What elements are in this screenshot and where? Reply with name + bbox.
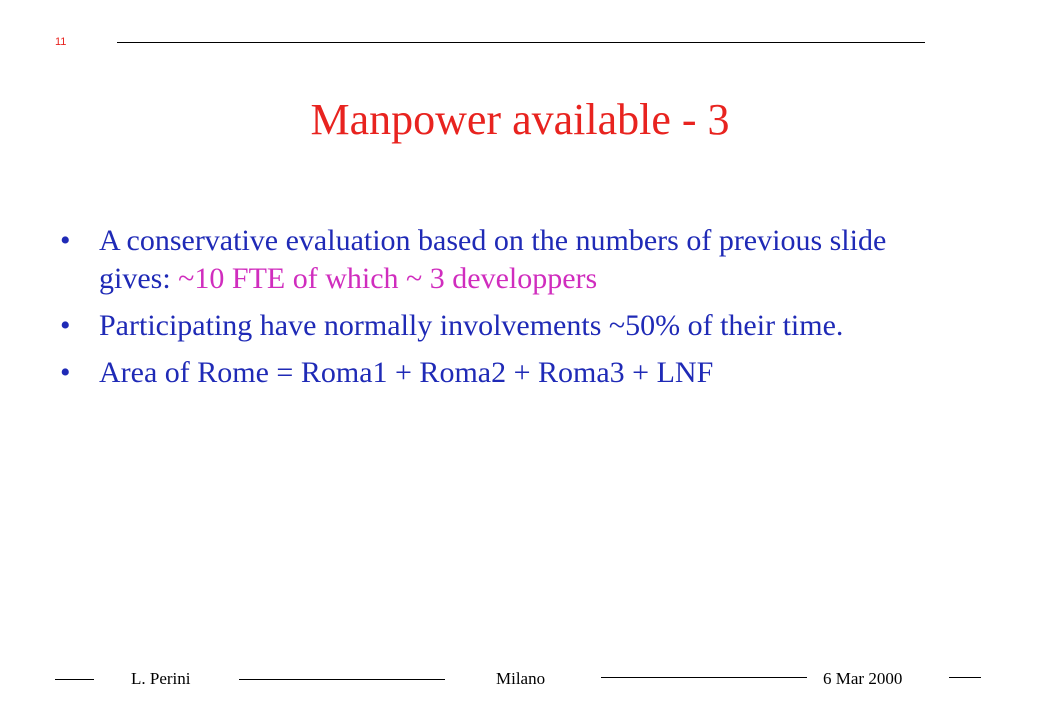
bullet-list — [60, 222, 960, 401]
bullet-icon: • — [60, 309, 71, 342]
bullet-item — [60, 222, 960, 298]
bullet-highlight: ~10 FTE of which ~ 3 developpers — [178, 262, 598, 295]
slide-title: Manpower available - 3 — [310, 95, 730, 144]
bullet-text: Area of Rome = Roma1 + Roma2 + Roma3 + LNF — [99, 356, 714, 389]
bullet-icon: • — [60, 356, 71, 389]
header-rule — [117, 42, 925, 43]
footer-rule — [601, 677, 807, 678]
bullet-item — [60, 307, 960, 345]
footer-place: Milano — [496, 669, 546, 688]
bullet-icon: • — [60, 224, 71, 257]
footer-rule — [949, 677, 981, 678]
footer-rule — [55, 679, 94, 680]
footer-rule — [239, 679, 445, 680]
footer-date: 6 Mar 2000 — [823, 669, 903, 688]
bullet-item — [60, 354, 960, 392]
bullet-text: Participating have normally involvements ~50% of their time. — [99, 309, 844, 342]
footer-author: L. Perini — [131, 669, 191, 688]
bullet-text: A conservative evaluation based on the numbers of previous slide gives: — [99, 224, 887, 295]
slide-number: 11 — [55, 36, 67, 48]
